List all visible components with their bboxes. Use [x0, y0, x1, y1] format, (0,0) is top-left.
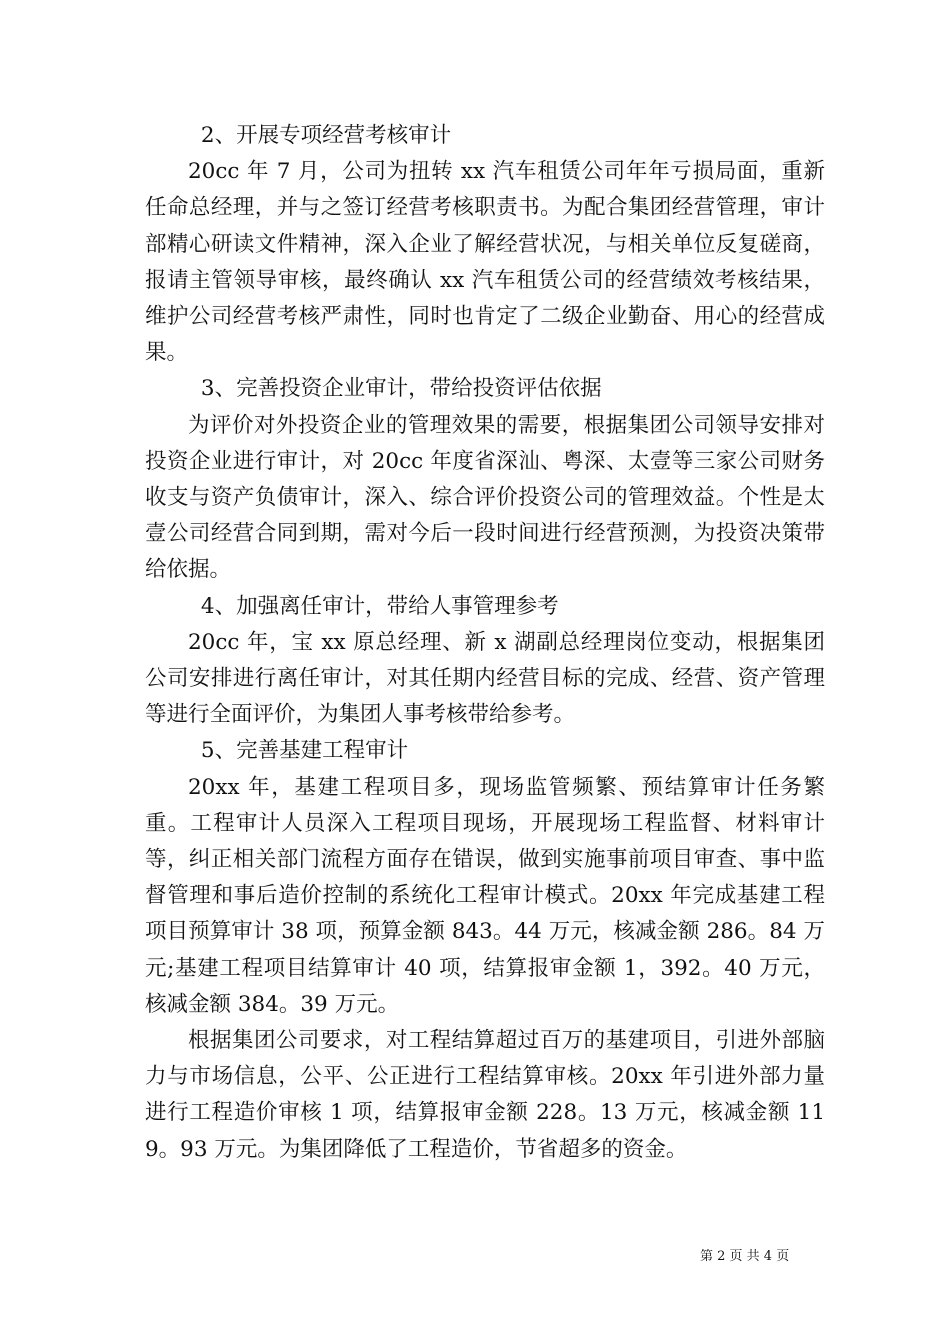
paragraph: 20xx 年，基建工程项目多，现场监管频繁、预结算审计任务繁重。工程审计人员深入工程项目现场，开展现场工程监督、材料审计等，纠正相关部门流程方面存在错误，做到实施事前项目审查、事中监督管理和事后造价控制的系统化工程审计模式。20xx 年完成基建工程项目预算审计 38 项，预算金额 843。44 万元，核减金额 286。84 万元;基建工程项目结算审计 40 项，结算报审金额 1，392。40 万元，核减金额 384。39 万元。 [145, 774, 825, 1017]
paragraph: 20cc 年 7 月，公司为扭转 xx 汽车租赁公司年年亏损局面，重新任命总经理，并与之签订经营考核职责书。为配合集团经营管理，审计部精心研读文件精神，深入企业了解经营状况，与相关单位反复磋商，报请主管领导审核，最终确认 xx 汽车租赁公司的经营绩效考核结果，维护公司经营考核严肃性，同时也肯定了二级企业勤奋、用心的经营成果。 [145, 159, 825, 366]
section-heading: 4、加强离任审计，带给人事管理参考 [200, 593, 559, 619]
paragraph: 20cc 年，宝 xx 原总经理、新 x 湖副总经理岗位变动，根据集团公司安排进行离任审计，对其任期内经营目标的完成、经营、资产管理等进行全面评价，为集团人事考核带给参考。 [145, 629, 825, 728]
page-number: 第 2 页 共 4 页 [700, 1249, 790, 1264]
section-heading: 5、完善基建工程审计 [200, 738, 409, 764]
paragraph: 为评价对外投资企业的管理效果的需要，根据集团公司领导安排对投资企业进行审计，对 20cc 年度省深汕、粤深、太壹等三家公司财务收支与资产负债审计，深入、综合评价投资公司的管理效益。个性是太壹公司经营合同到期，需对今后一段时间进行经营预测，为投资决策带给依据。 [145, 412, 825, 583]
section-heading: 3、完善投资企业审计，带给投资评估依据 [200, 376, 602, 402]
section-heading: 2、开展专项经营考核审计 [200, 123, 452, 148]
document-body [145, 118, 825, 1168]
paragraph: 根据集团公司要求，对工程结算超过百万的基建项目，引进外部脑力与市场信息，公平、公正进行工程结算审核。20xx 年引进外部力量进行工程造价审核 1 项，结算报审金额 228。13 万元，核减金额 119。93 万元。为集团降低了工程造价，节省超多的资金。 [145, 1028, 825, 1162]
